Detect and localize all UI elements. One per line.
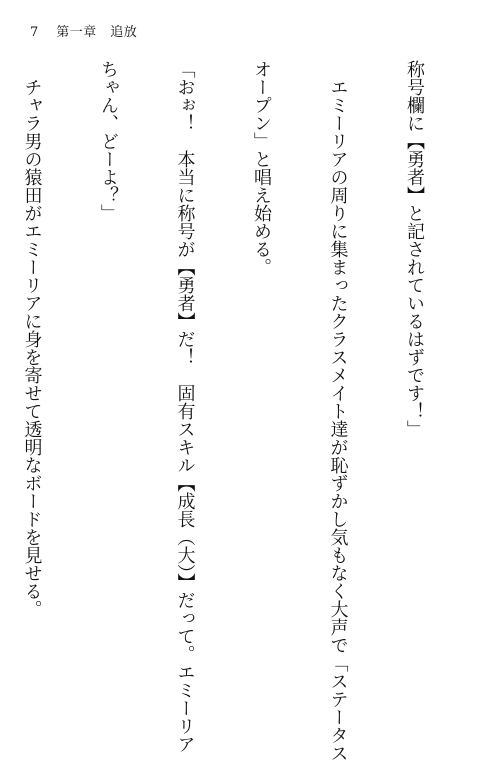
- text-line: 称号欄に【勇者】と記されているはずです！」: [404, 60, 425, 438]
- chapter-title: 第一章 追放: [56, 24, 138, 40]
- running-header: [30, 20, 137, 44]
- vertical-body-text: [0, 60, 478, 762]
- text-line: 「おぉ！ 本当に称号が【勇者】だ！ 固有スキル【成長（大）】だって。エミーリア: [174, 60, 196, 753]
- page-number: 7: [30, 24, 39, 40]
- text-line: エミーリアの周りに集まったクラスメイト達が恥ずかし気もなく大声で「ステータス: [327, 60, 349, 762]
- text-line: ちゃん、どーよ？」: [98, 60, 119, 222]
- text-line: チャラ男の猿田がエミーリアに身を寄せて透明なボードを見せる。: [21, 60, 43, 618]
- text-line: オープン」と唱え始める。: [251, 60, 272, 276]
